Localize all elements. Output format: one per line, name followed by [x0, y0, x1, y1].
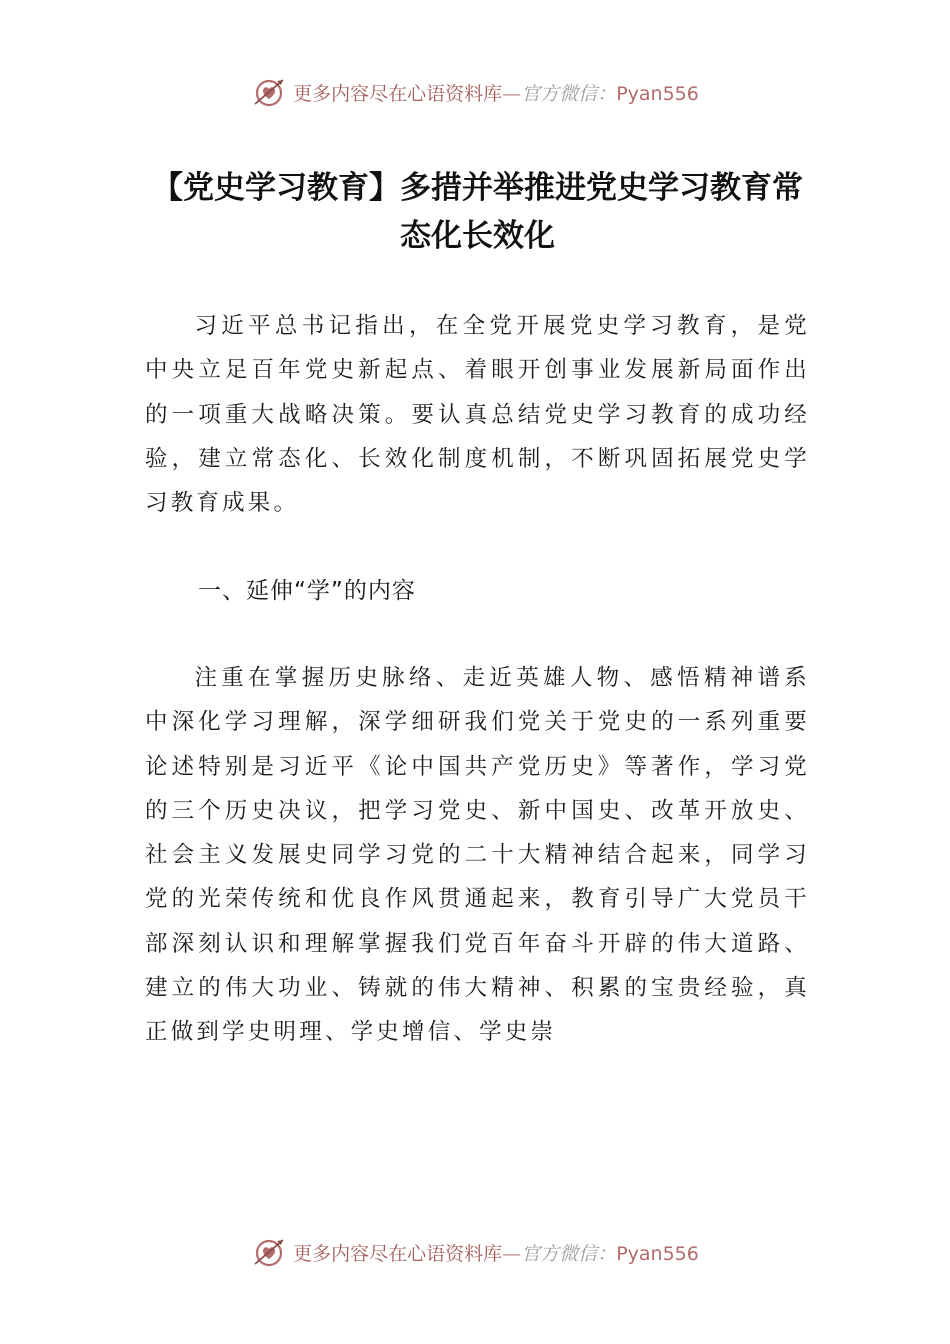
watermark-brand: 更多内容尽在心语资料库: [293, 1242, 503, 1265]
watermark-separator: —: [502, 82, 522, 105]
document-title: 【党史学习教育】多措并举推进党史学习教育常态化长效化: [152, 170, 803, 254]
watermark-text: [293, 79, 699, 106]
watermark-wechat-label: 官方微信：: [521, 1242, 617, 1265]
heart-arrow-logo-icon: [251, 74, 287, 110]
watermark-wechat-label: 官方微信：: [521, 82, 617, 105]
footer-watermark-banner: [0, 1232, 950, 1272]
watermark-brand: 更多内容尽在心语资料库: [293, 82, 503, 105]
watermark-wechat-id: Pyan556: [616, 1242, 699, 1265]
watermark-text: [293, 1239, 699, 1266]
heart-arrow-logo-icon: [251, 1234, 287, 1270]
watermark-wechat-id: Pyan556: [616, 82, 699, 105]
header-watermark-banner: [0, 72, 950, 112]
paragraph-intro: 习近平总书记指出，在全党开展党史学习教育，是党中央立足百年党史新起点、着眼开创事业发展新局面作出的一项重大战略决策。要认真总结党史学习教育的成功经验，建立常态化、长效化制度机制，不断巩固拓展党史学习教育成果。: [145, 313, 810, 517]
watermark-separator: —: [502, 1242, 522, 1265]
section-heading-1: 一、延伸“学”的内容: [198, 578, 416, 604]
paragraph-section-1: 注重在掌握历史脉络、走近英雄人物、感悟精神谱系中深化学习理解，深学细研我们党关于党史的一系列重要论述特别是习近平《论中国共产党历史》等著作，学习党的三个历史决议，把学习党史、新中国史、改革开放史、社会主义发展史同学习党的二十大精神结合起来，同学习党的光荣传统和优良作风贯通起来，教育引导广大党员干部深刻认识和理解掌握我们党百年奋斗开辟的伟大道路、建立的伟大功业、铸就的伟大精神、积累的宝贵经验，真正做到学史明理、学史增信、学史崇: [145, 665, 810, 1046]
